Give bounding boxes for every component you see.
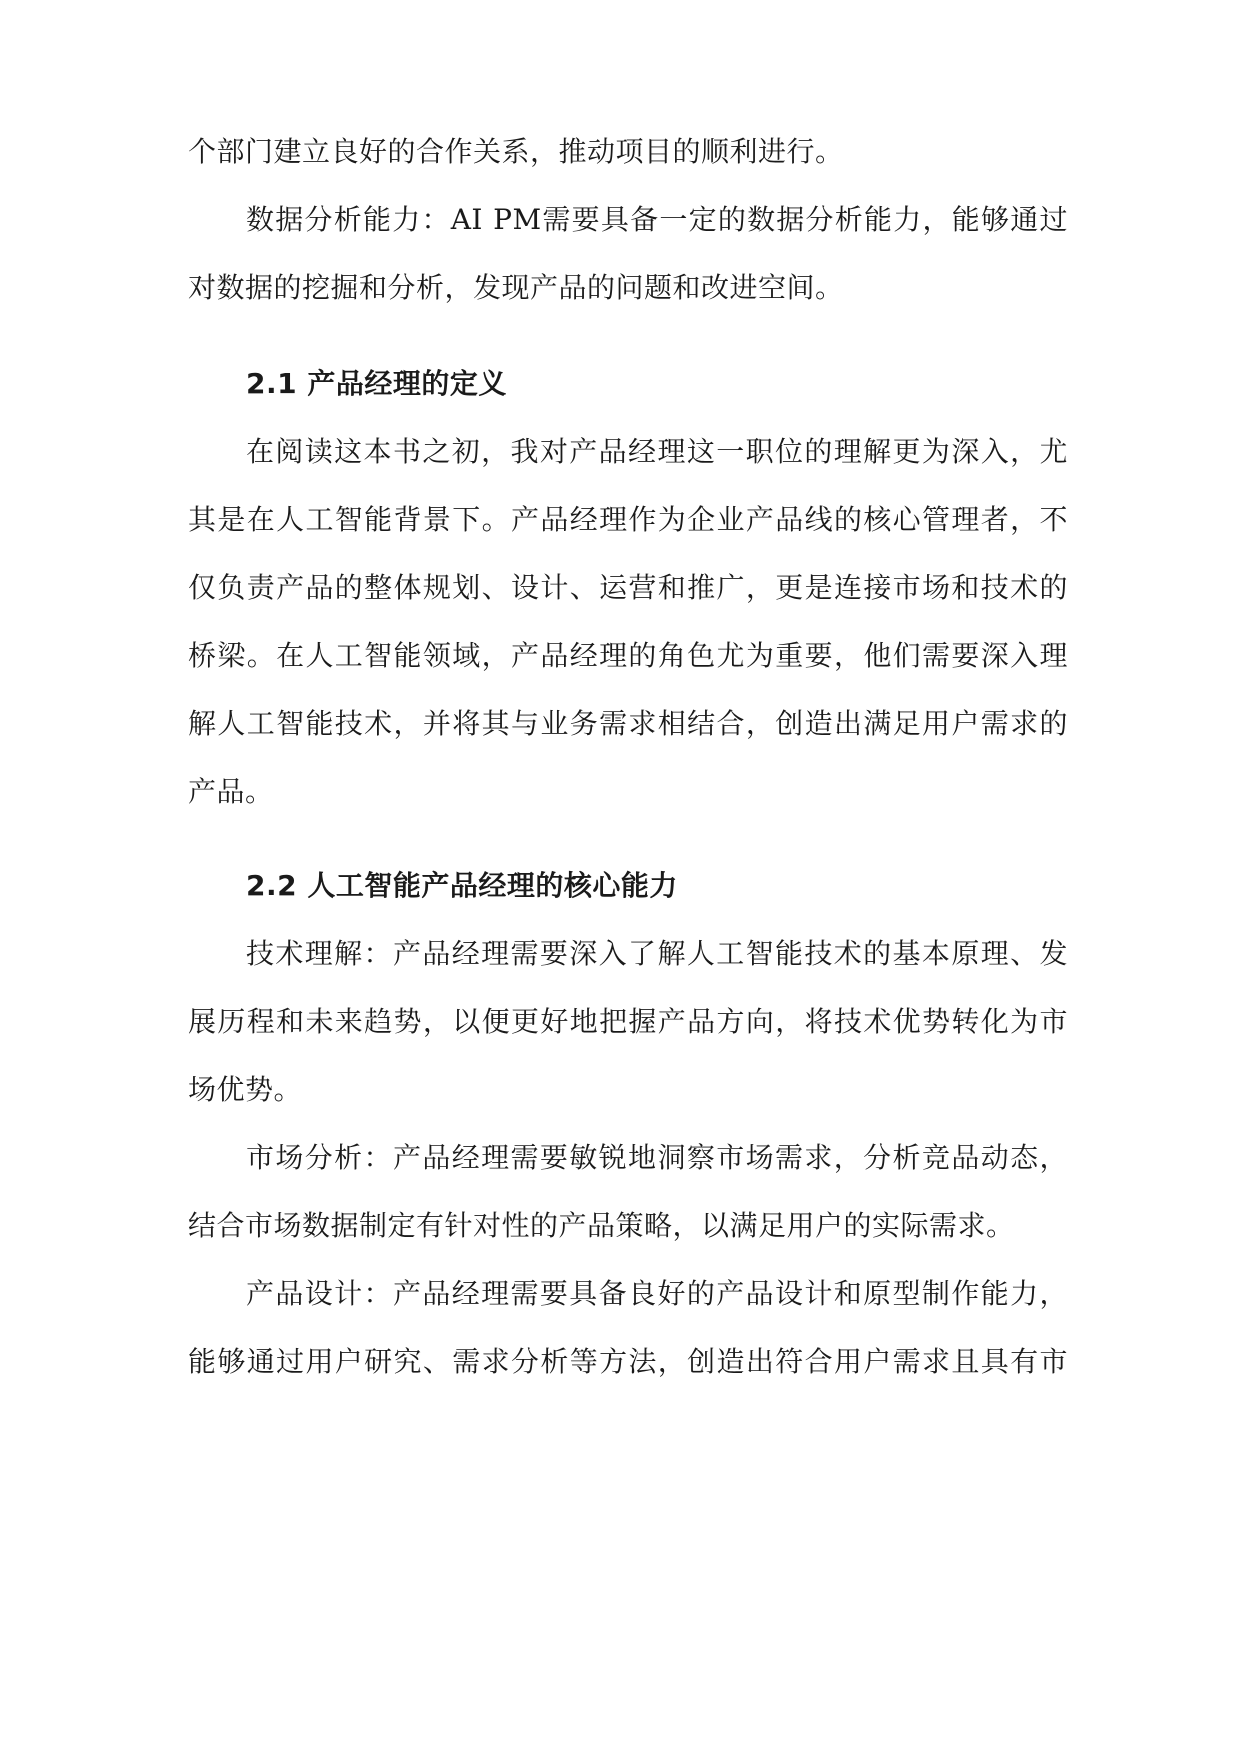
paragraph-line: 展历程和未来趋势，以便更好地把握产品方向，将技术优势转化为市 [188, 1005, 1068, 1038]
paragraph-line: 产品。 [188, 775, 274, 808]
paragraph-line: 场优势。 [188, 1073, 303, 1106]
paragraph-line: 技术理解：产品经理需要深入了解人工智能技术的基本原理、发 [246, 937, 1068, 970]
section-heading-2-1: 2.1 产品经理的定义 [246, 367, 507, 400]
paragraph-line: 其是在人工智能背景下。产品经理作为企业产品线的核心管理者，不 [188, 503, 1068, 536]
paragraph-line: 市场分析：产品经理需要敏锐地洞察市场需求，分析竞品动态， [246, 1141, 1068, 1174]
paragraph-line: 在阅读这本书之初，我对产品经理这一职位的理解更为深入，尤 [246, 435, 1068, 468]
paragraph-line: 桥梁。在人工智能领域，产品经理的角色尤为重要，他们需要深入理 [188, 639, 1068, 672]
paragraph-line: 能够通过用户研究、需求分析等方法，创造出符合用户需求且具有市 [188, 1345, 1068, 1378]
paragraph-line: 解人工智能技术，并将其与业务需求相结合，创造出满足用户需求的 [188, 707, 1068, 740]
paragraph-line: 产品设计：产品经理需要具备良好的产品设计和原型制作能力， [246, 1277, 1068, 1310]
paragraph-line: 数据分析能力：AI PM需要具备一定的数据分析能力，能够通过 [246, 203, 1068, 236]
section-heading-2-2: 2.2 人工智能产品经理的核心能力 [246, 869, 678, 902]
paragraph-line: 结合市场数据制定有针对性的产品策略，以满足用户的实际需求。 [188, 1209, 1015, 1242]
paragraph-line: 仅负责产品的整体规划、设计、运营和推广，更是连接市场和技术的 [188, 571, 1068, 604]
paragraph-line: 对数据的挖掘和分析，发现产品的问题和改进空间。 [188, 271, 844, 304]
paragraph-line: 个部门建立良好的合作关系，推动项目的顺利进行。 [188, 135, 844, 168]
